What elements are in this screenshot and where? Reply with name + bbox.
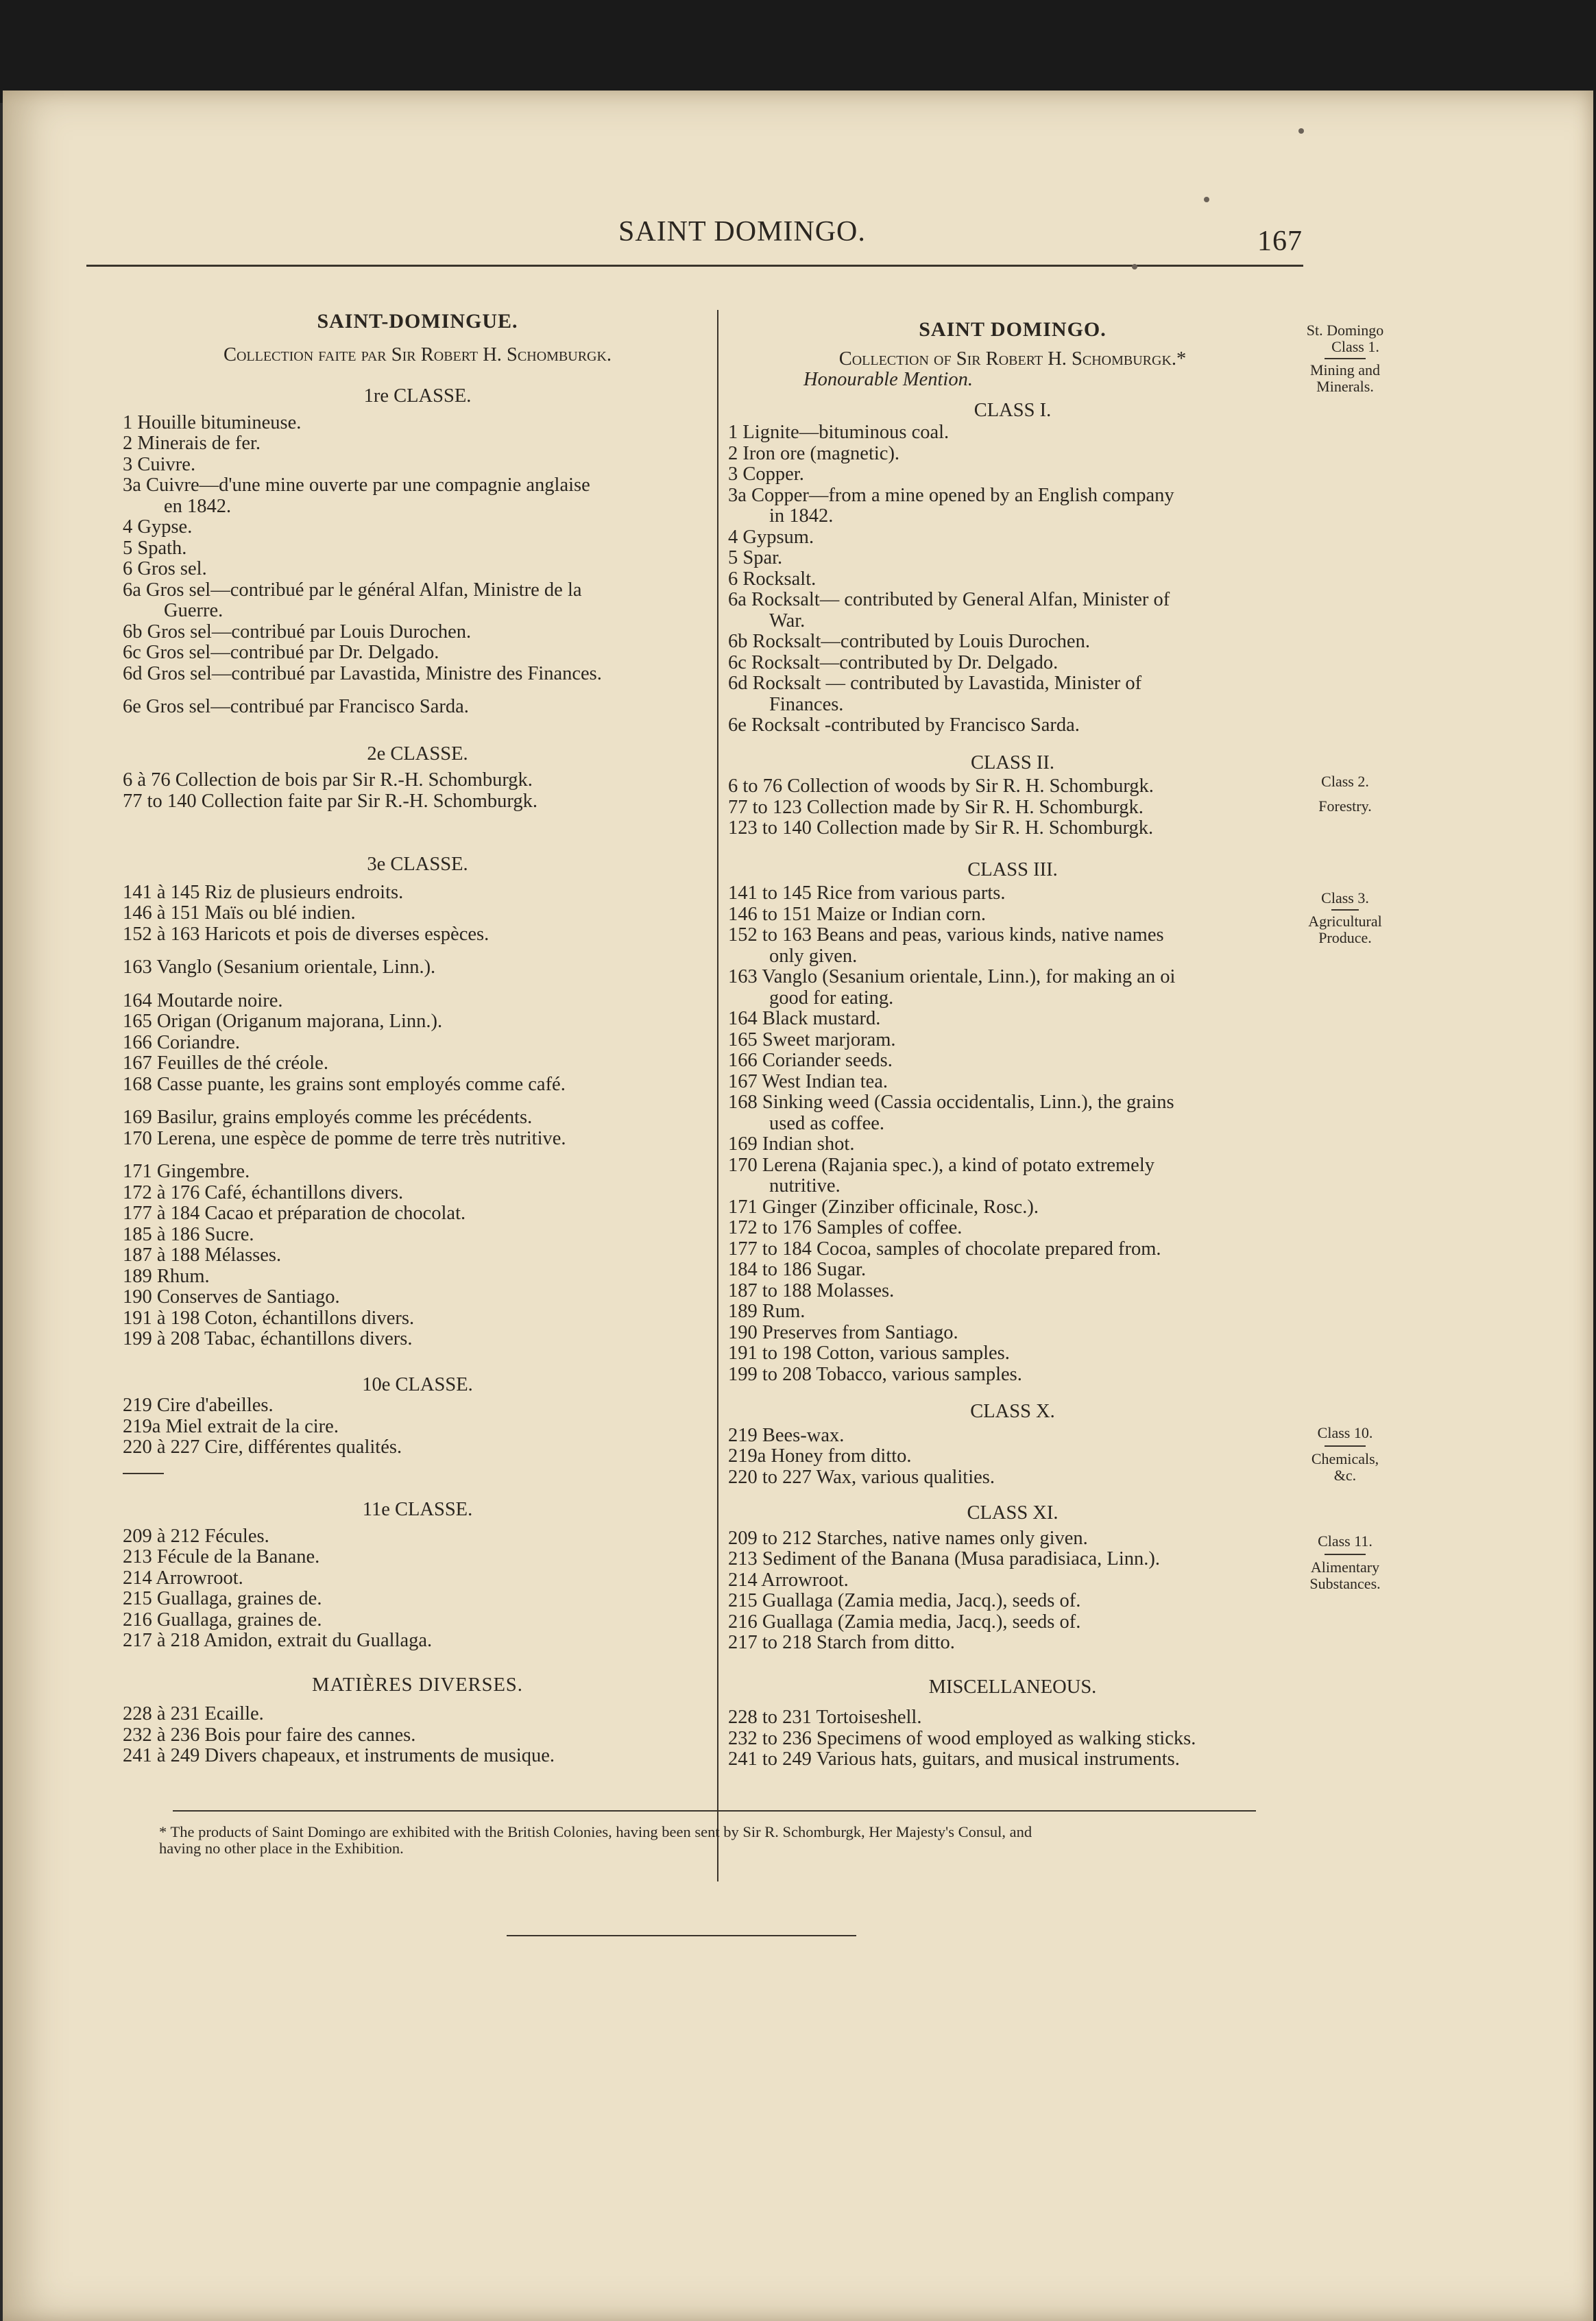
list-item: 141 à 145 Riz de plusieurs endroits.: [123, 881, 404, 903]
list-item: 184 to 186 Sugar.: [728, 1259, 867, 1280]
list-item: 123 to 140 Collection made by Sir R. H. Schomburgk.: [728, 817, 1154, 839]
french-class2-heading: 2e CLASSE.: [367, 743, 468, 765]
list-item: 6 Rocksalt.: [728, 568, 817, 590]
french-title: SAINT-DOMINGUE.: [317, 310, 518, 333]
list-item: 146 to 151 Maize or Indian corn.: [728, 903, 986, 925]
list-item: 168 Sinking weed (Cassia occidentalis, Linn.), the grains: [728, 1092, 1174, 1113]
list-item: 4 Gypse.: [123, 516, 193, 538]
list-item: 5 Spath.: [123, 537, 187, 559]
margin-line: Class 11.: [1318, 1532, 1373, 1550]
list-item-continued: nutritive.: [769, 1175, 841, 1196]
list-item: 191 to 198 Cotton, various samples.: [728, 1343, 1010, 1364]
french-class2-list: [123, 770, 712, 812]
margin-note-class3: [1283, 890, 1407, 946]
french-class10-heading: 10e CLASSE.: [362, 1373, 473, 1395]
list-item-continued: en 1842.: [164, 495, 232, 517]
list-item: 6b Gros sel—contribué par Louis Durochen.: [123, 621, 472, 642]
list-item: 6e Gros sel—contribué par Francisco Sarda.: [123, 696, 469, 717]
list-item: 152 to 163 Beans and peas, various kinds, native names: [728, 924, 1164, 946]
list-item: 169 Basilur, grains employés comme les précédents.: [123, 1107, 533, 1128]
footnote-line-2: having no other place in the Exhibition.: [159, 1840, 404, 1857]
english-class3-list: [728, 883, 1297, 1385]
list-item-continued: used as coffee.: [769, 1112, 885, 1134]
english-class1-list: [728, 422, 1297, 736]
column-divider: [717, 310, 718, 1881]
list-item: 209 to 212 Starches, native names only given.: [728, 1527, 1088, 1549]
list-item: 232 à 236 Bois pour faire des cannes.: [123, 1724, 416, 1746]
english-misc-heading: MISCELLANEOUS.: [928, 1676, 1097, 1698]
english-class2-list: [728, 776, 1297, 839]
running-title: SAINT DOMINGO.: [618, 216, 866, 248]
margin-line: St. Domingo: [1306, 322, 1384, 339]
list-item: 167 Feuilles de thé créole.: [123, 1053, 328, 1074]
margin-line: Forestry.: [1318, 797, 1372, 815]
list-item: 152 à 163 Haricots et pois de diverses espèces.: [123, 923, 489, 945]
french-column: [123, 311, 712, 1767]
margin-note-class10: [1283, 1425, 1407, 1484]
header-rule: [86, 265, 1303, 267]
list-item: 164 Moutarde noire.: [123, 989, 283, 1011]
margin-line: Agricultural: [1308, 913, 1382, 930]
list-item: 187 to 188 Molasses.: [728, 1279, 895, 1301]
list-item: 213 Fécule de la Banane.: [123, 1546, 320, 1567]
section-mark: [123, 1473, 164, 1474]
list-item-continued: Guerre.: [164, 600, 223, 621]
list-item: 6c Rocksalt—contributed by Dr. Delgado.: [728, 651, 1059, 673]
list-item: 1 Lignite—bituminous coal.: [728, 422, 950, 443]
catalogue-page: [3, 91, 1593, 2321]
list-item-continued: War.: [769, 610, 806, 632]
page-number: 167: [1257, 226, 1303, 257]
list-item: 220 à 227 Cire, différentes qualités.: [123, 1436, 402, 1458]
list-item: 2 Iron ore (magnetic).: [728, 442, 900, 464]
list-item: 2 Minerais de fer.: [123, 433, 261, 454]
margin-note-class1: [1283, 322, 1407, 395]
margin-line: Class 1.: [1331, 338, 1379, 355]
margin-line: Class 2.: [1321, 773, 1369, 790]
list-item: 185 à 186 Sucre.: [123, 1223, 254, 1245]
list-item: 165 Sweet marjoram.: [728, 1029, 896, 1050]
english-class11-list: [728, 1528, 1297, 1654]
list-item: 77 to 123 Collection made by Sir R. H. Schomburgk.: [728, 796, 1144, 818]
margin-line: Minerals.: [1316, 378, 1374, 395]
list-item: 214 Arrowroot.: [728, 1569, 849, 1591]
list-item: 216 Guallaga (Zamia media, Jacq.), seeds of.: [728, 1611, 1081, 1633]
list-item: 241 to 249 Various hats, guitars, and musical instruments.: [728, 1748, 1180, 1770]
english-misc-list: [728, 1707, 1297, 1770]
list-item: 171 Gingembre.: [123, 1161, 250, 1182]
list-item: 209 à 212 Fécules.: [123, 1525, 269, 1547]
margin-line: Substances.: [1309, 1575, 1381, 1592]
list-item-continued: good for eating.: [769, 987, 894, 1009]
list-item: 216 Guallaga, graines de.: [123, 1609, 322, 1631]
list-item: 3a Cuivre—d'une mine ouverte par une compagnie anglaise: [123, 474, 590, 496]
list-item: 164 Black mustard.: [728, 1008, 881, 1029]
list-item: 5 Spar.: [728, 547, 783, 568]
list-item: 213 Sediment of the Banana (Musa paradisiaca, Linn.).: [728, 1548, 1160, 1570]
french-misc-list: [123, 1704, 712, 1767]
list-item: 166 Coriander seeds.: [728, 1050, 893, 1071]
french-class1-heading: 1re CLASSE.: [363, 385, 472, 407]
list-item: 219a Miel extrait de la cire.: [123, 1415, 339, 1437]
english-class11-heading: CLASS XI.: [967, 1502, 1059, 1524]
list-item: 6c Gros sel—contribué par Dr. Delgado.: [123, 642, 439, 663]
list-item: 170 Lerena (Rajania spec.), a kind of potato extremely: [728, 1154, 1155, 1176]
english-collection: Collection of Sir Robert H. Schomburgk.*: [838, 348, 1187, 370]
french-class11-list: [123, 1526, 712, 1652]
margin-divider: [1325, 1554, 1366, 1555]
list-item: 219 Cire d'abeilles.: [123, 1395, 274, 1416]
margin-divider: [1325, 1445, 1366, 1447]
list-item: 220 to 227 Wax, various qualities.: [728, 1466, 995, 1488]
list-item: 190 Preserves from Santiago.: [728, 1321, 958, 1343]
list-item: 172 to 176 Samples of coffee.: [728, 1217, 963, 1238]
french-collection: Collection faite par Sir Robert H. Schomburgk.: [223, 344, 612, 365]
margin-note-class11: [1283, 1533, 1407, 1592]
list-item-continued: only given.: [769, 945, 858, 967]
list-item: 163 Vanglo (Sesanium orientale, Linn.), for making an oi: [728, 966, 1176, 987]
english-column: [728, 320, 1297, 1770]
list-item: 163 Vanglo (Sesanium orientale, Linn.).: [123, 957, 436, 978]
list-item: 170 Lerena, une espèce de pomme de terre très nutritive.: [123, 1127, 566, 1149]
footnote-line-1: * The products of Saint Domingo are exhibited with the British Colonies, having been sent by Sir R. Schomburgk, Her Majesty's Consul, and: [159, 1823, 1032, 1840]
list-item: 6a Gros sel—contribué par le général Alfan, Ministre de la: [123, 579, 582, 601]
list-item: 146 à 151 Maïs ou blé indien.: [123, 902, 356, 924]
list-item: 6 to 76 Collection of woods by Sir R. H. Schomburgk.: [728, 775, 1154, 797]
list-item: 191 à 198 Coton, échantillons divers.: [123, 1307, 415, 1329]
margin-line: Class 10.: [1317, 1424, 1373, 1441]
french-class3-heading: 3e CLASSE.: [367, 854, 468, 875]
margin-line: Class 3.: [1321, 889, 1369, 906]
english-award: Honourable Mention.: [803, 369, 973, 390]
french-misc-heading: MATIÈRES DIVERSES.: [312, 1674, 523, 1696]
english-class10-heading: CLASS X.: [970, 1401, 1055, 1422]
list-item: 6e Rocksalt -contributed by Francisco Sarda.: [728, 714, 1080, 736]
list-item: 177 to 184 Cocoa, samples of chocolate prepared from.: [728, 1238, 1161, 1260]
english-class10-list: [728, 1426, 1297, 1489]
margin-line: Chemicals,: [1311, 1450, 1379, 1467]
list-item: 190 Conserves de Santiago.: [123, 1286, 340, 1308]
list-item: 199 to 208 Tobacco, various samples.: [728, 1363, 1022, 1385]
list-item: 4 Gypsum.: [728, 526, 814, 548]
list-item: 228 to 231 Tortoiseshell.: [728, 1707, 922, 1728]
list-item: 167 West Indian tea.: [728, 1070, 888, 1092]
list-item-continued: Finances.: [769, 693, 844, 715]
list-item: 171 Ginger (Zinziber officinale, Rosc.).: [728, 1196, 1039, 1218]
margin-divider: [1331, 909, 1359, 911]
list-item: 169 Indian shot.: [728, 1133, 855, 1155]
list-item: 189 Rum.: [728, 1301, 806, 1322]
footnote-rule: [173, 1810, 1256, 1812]
french-class1-list: [123, 413, 712, 718]
list-item: 219a Honey from ditto.: [728, 1445, 912, 1467]
list-item: 199 à 208 Tabac, échantillons divers.: [123, 1328, 413, 1349]
list-item: 215 Guallaga (Zamia media, Jacq.), seeds of.: [728, 1590, 1081, 1611]
english-class2-heading: CLASS II.: [971, 751, 1054, 773]
list-item: 232 to 236 Specimens of wood employed as walking sticks.: [728, 1727, 1196, 1749]
list-item: 6 à 76 Collection de bois par Sir R.-H. Schomburgk.: [123, 769, 533, 791]
margin-line: &c.: [1333, 1467, 1357, 1484]
list-item: 6b Rocksalt—contributed by Louis Durochen.: [728, 631, 1090, 652]
list-item-continued: in 1842.: [769, 505, 834, 527]
list-item: 228 à 231 Ecaille.: [123, 1703, 264, 1724]
list-item: 166 Coriandre.: [123, 1031, 240, 1053]
list-item: 187 à 188 Mélasses.: [123, 1244, 282, 1266]
list-item: 189 Rhum.: [123, 1265, 210, 1287]
margin-line: Alimentary: [1310, 1559, 1380, 1576]
list-item: 168 Casse puante, les grains sont employés comme café.: [123, 1073, 566, 1095]
list-item: 241 à 249 Divers chapeaux, et instruments de musique.: [123, 1745, 555, 1766]
list-item: 217 à 218 Amidon, extrait du Guallaga.: [123, 1630, 433, 1651]
margin-divider: [1325, 358, 1366, 359]
list-item: 214 Arrowroot.: [123, 1567, 243, 1589]
french-class3-list: [123, 882, 712, 1350]
list-item: 217 to 218 Starch from ditto.: [728, 1632, 955, 1653]
margin-line: Mining and: [1309, 361, 1381, 378]
list-item: 6 Gros sel.: [123, 558, 207, 579]
margin-note-class2: [1283, 773, 1407, 815]
margin-line: Produce.: [1318, 929, 1372, 946]
speck: [1204, 197, 1209, 202]
french-class10-list: [123, 1395, 712, 1483]
list-item: 1 Houille bitumineuse.: [123, 411, 302, 433]
list-item: 141 to 145 Rice from various parts.: [728, 882, 1006, 904]
english-class3-heading: CLASS III.: [967, 858, 1058, 880]
speck: [1132, 264, 1137, 269]
list-item: 215 Guallaga, graines de.: [123, 1588, 322, 1609]
list-item: 3 Copper.: [728, 464, 804, 485]
list-item: 77 to 140 Collection faite par Sir R.-H. Schomburgk.: [123, 790, 538, 812]
closing-rule: [507, 1935, 856, 1936]
list-item: 6d Gros sel—contribué par Lavastida, Ministre des Finances.: [123, 662, 602, 684]
speck: [1298, 128, 1304, 134]
english-title: SAINT DOMINGO.: [919, 318, 1107, 341]
list-item: 6a Rocksalt— contributed by General Alfan, Minister of: [728, 589, 1170, 610]
list-item: 6d Rocksalt — contributed by Lavastida, Minister of: [728, 673, 1142, 694]
footnote: [159, 1824, 1032, 1857]
list-item: 177 à 184 Cacao et préparation de chocolat.: [123, 1203, 466, 1224]
list-item: 219 Bees-wax.: [728, 1424, 845, 1446]
list-item: 172 à 176 Café, échantillons divers.: [123, 1181, 404, 1203]
list-item: 3a Copper—from a mine opened by an English company: [728, 484, 1174, 506]
list-item: 3 Cuivre.: [123, 453, 196, 475]
list-item: 165 Origan (Origanum majorana, Linn.).: [123, 1011, 443, 1032]
french-class11-heading: 11e CLASSE.: [362, 1499, 473, 1520]
english-class1-heading: CLASS I.: [974, 399, 1052, 421]
